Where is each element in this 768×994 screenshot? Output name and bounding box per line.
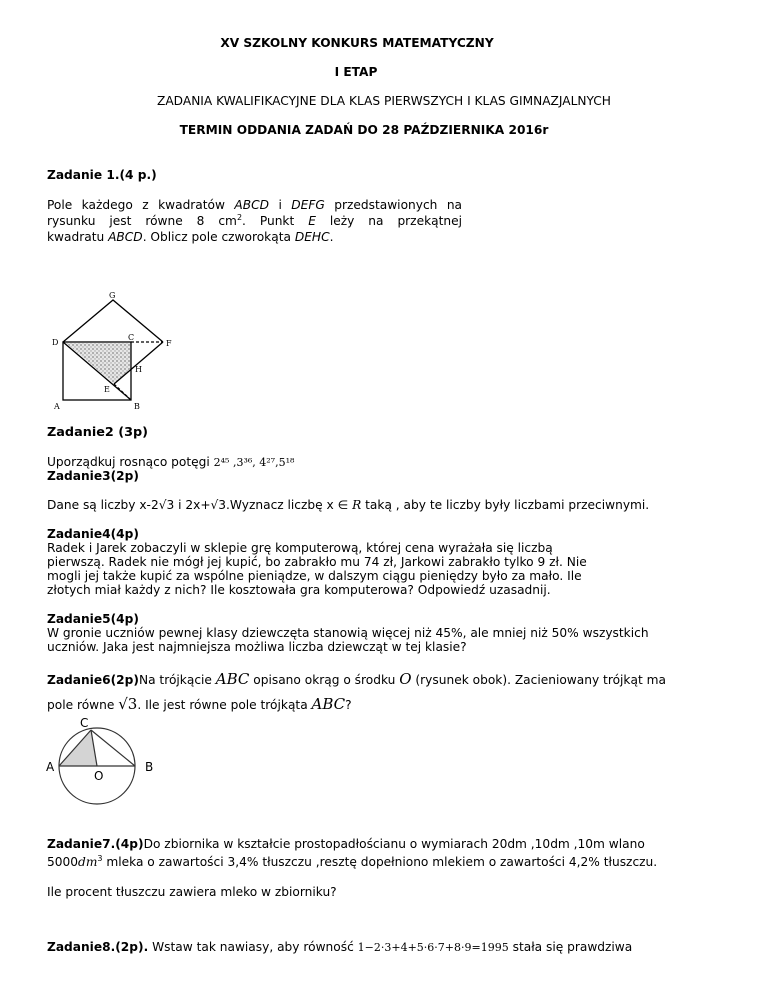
label-b2: B [145,760,154,774]
task8-line: Zadanie8.(2p). Wstaw tak nawiasy, aby równość 1−2·3+4+5·6·7+8·9=1995 stała się prawdziwa [47,940,633,954]
label-b: B [134,402,140,411]
task3-text: Dane są liczby x-2√3 i 2x+√3.Wyznacz liczbę x ∈ R taką , aby te liczby były liczbami przeciwnymi. [47,498,650,512]
task7-line1: Zadanie7.(4p)Do zbiornika w kształcie prostopadłościanu o wymiarach 20dm ,10dm ,10m wlano [47,837,645,851]
label-h: H [135,365,142,374]
task5-line1: W gronie uczniów pewnej klasy dziewczęta stanowią więcej niż 45%, ale mniej niż 50% wszystkich [47,626,649,640]
task4-line3: mogli jej także kupić za wspólne pieniądze, w dalszym ciągu pieniędzy było za mało. Ile [47,569,582,583]
task1-title: Zadanie 1.(4 p.) [47,168,157,182]
contest-title: XV SZKOLNY KONKURS MATEMATYCZNY [220,36,494,50]
label-a: A [54,402,60,411]
task1-line3: kwadratu ABCD. Oblicz pole czworokąta DEHC. [47,230,334,244]
task6-line2: pole równe √3. Ile jest równe pole trójkąta ABC? [47,695,352,713]
task4-line4: złotych miał każdy z nich? Ile kosztowała gra komputerowa? Odpowiedź uzasadnij. [47,583,551,597]
task2-text: Uporządkuj rosnąco potęgi 2⁴⁵ ,3³⁶, 4²⁷,5¹⁸ [47,455,295,469]
label-e: E [104,385,110,394]
label-c: C [128,333,135,342]
task1-line2: rysunku jest równe 8 $cm^2$. Punkt E leży na przekątnej [47,212,462,228]
qualification-title: ZADANIA KWALIFIKACYJNE DLA KLAS PIERWSZYCH I KLAS GIMNAZJALNYCH [157,94,611,108]
side-cb [91,730,135,766]
task5-title: Zadanie5(4p) [47,612,139,626]
deadline-title: TERMIN ODDANIA ZADAŃ DO 28 PAŹDZIERNIKA 2016r [179,123,549,137]
task2-title: Zadanie2 (3p) [47,425,149,440]
task7-line2: $5000dm^3$ mleka o zawartości 3,4% tłuszczu ,resztę dopełniono mlekiem o zawartości 4,2% tłuszczu. [47,853,658,869]
task4-line1: Radek i Jarek zobaczyli w sklepie grę komputerową, której cena wyrażała się liczbą [47,541,553,555]
task1-line1: Pole każdego z kwadratów ABCD i DEFG przedstawionych na [47,198,463,212]
stage-title: I ETAP [334,65,378,79]
task6-line1: Zadanie6(2p)Na trójkącie ABC opisano okrąg o środku O (rysunek obok). Zacieniowany trójkąt ma [47,670,666,688]
label-o: O [94,769,104,783]
label-f: F [166,339,172,348]
label-a2: A [46,760,55,774]
label-c2: C [80,716,89,730]
task7-title: Zadanie7.(4p) [47,837,144,851]
task4-title: Zadanie4(4p) [47,527,139,541]
task7-question: Ile procent tłuszczu zawiera mleko w zbiorniku? [47,885,337,899]
label-g: G [109,291,116,300]
task4-line2: pierwszą. Radek nie mógł jej kupić, bo zabrakło mu 74 zł, Jarkowi zabrakło tylko 9 zł. Nie [47,555,587,569]
task6-title: Zadanie6(2p) [47,673,139,687]
task5-line2: uczniów. Jaka jest najmniejsza możliwa liczba dziewcząt w tej klasie? [47,640,467,654]
task2-powers: 2⁴⁵ ,3³⁶, 4²⁷,5¹⁸ [213,456,295,469]
task8-title: Zadanie8.(2p). [47,940,149,954]
task3-title: Zadanie3(2p) [47,469,139,483]
label-d: D [52,338,59,347]
